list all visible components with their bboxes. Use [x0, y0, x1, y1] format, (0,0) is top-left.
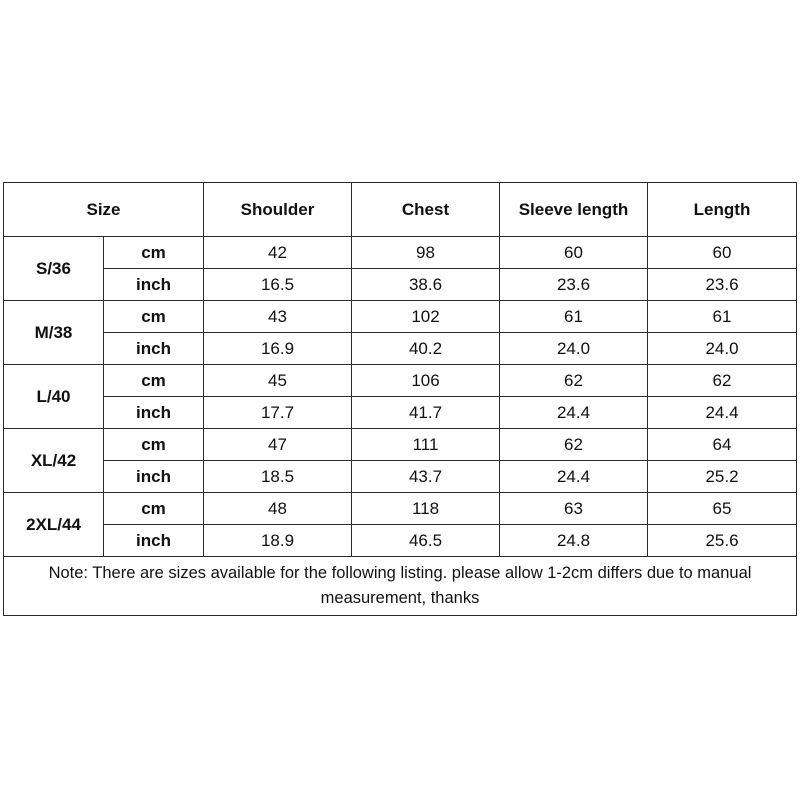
- unit-label: cm: [104, 237, 204, 269]
- chest-value: 106: [352, 365, 500, 397]
- shoulder-value: 17.7: [204, 397, 352, 429]
- table-row: [4, 397, 797, 429]
- size-label: 2XL/44: [4, 493, 104, 557]
- sleeve-value: 63: [500, 493, 648, 525]
- sleeve-value: 24.8: [500, 525, 648, 557]
- sleeve-value: 24.0: [500, 333, 648, 365]
- chest-value: 102: [352, 301, 500, 333]
- table-row: [4, 429, 797, 461]
- length-value: 24.0: [648, 333, 797, 365]
- shoulder-value: 18.9: [204, 525, 352, 557]
- size-label: XL/42: [4, 429, 104, 493]
- table-row: [4, 301, 797, 333]
- size-label: S/36: [4, 237, 104, 301]
- sleeve-value: 61: [500, 301, 648, 333]
- length-value: 61: [648, 301, 797, 333]
- shoulder-value: 42: [204, 237, 352, 269]
- chest-value: 98: [352, 237, 500, 269]
- length-value: 64: [648, 429, 797, 461]
- chest-value: 118: [352, 493, 500, 525]
- size-label: L/40: [4, 365, 104, 429]
- unit-label: inch: [104, 461, 204, 493]
- sleeve-value: 24.4: [500, 461, 648, 493]
- chest-value: 40.2: [352, 333, 500, 365]
- table-row: [4, 525, 797, 557]
- unit-label: cm: [104, 493, 204, 525]
- length-value: 25.2: [648, 461, 797, 493]
- size-label: M/38: [4, 301, 104, 365]
- sleeve-value: 60: [500, 237, 648, 269]
- unit-label: inch: [104, 525, 204, 557]
- unit-label: inch: [104, 333, 204, 365]
- shoulder-value: 18.5: [204, 461, 352, 493]
- length-value: 25.6: [648, 525, 797, 557]
- table-row: [4, 365, 797, 397]
- sleeve-value: 62: [500, 429, 648, 461]
- chest-value: 38.6: [352, 269, 500, 301]
- shoulder-value: 16.5: [204, 269, 352, 301]
- shoulder-value: 48: [204, 493, 352, 525]
- chest-value: 46.5: [352, 525, 500, 557]
- table-row: [4, 493, 797, 525]
- length-value: 23.6: [648, 269, 797, 301]
- header-chest: Chest: [352, 183, 500, 237]
- note-row: [4, 557, 797, 616]
- header-sleeve-length: Sleeve length: [500, 183, 648, 237]
- table-row: [4, 461, 797, 493]
- sleeve-value: 23.6: [500, 269, 648, 301]
- sleeve-value: 24.4: [500, 397, 648, 429]
- table-row: [4, 333, 797, 365]
- shoulder-value: 47: [204, 429, 352, 461]
- length-value: 24.4: [648, 397, 797, 429]
- chest-value: 41.7: [352, 397, 500, 429]
- chest-value: 43.7: [352, 461, 500, 493]
- sleeve-value: 62: [500, 365, 648, 397]
- length-value: 65: [648, 493, 797, 525]
- unit-label: cm: [104, 301, 204, 333]
- header-size: Size: [4, 183, 204, 237]
- length-value: 62: [648, 365, 797, 397]
- header-length: Length: [648, 183, 797, 237]
- table-row: [4, 269, 797, 301]
- header-row: [4, 183, 797, 237]
- unit-label: inch: [104, 397, 204, 429]
- unit-label: cm: [104, 365, 204, 397]
- size-note: Note: There are sizes available for the following listing. please allow 1-2cm differs due to manual measurement, thanks: [4, 557, 797, 616]
- header-shoulder: Shoulder: [204, 183, 352, 237]
- size-chart-table: [3, 182, 797, 616]
- unit-label: inch: [104, 269, 204, 301]
- table-row: [4, 237, 797, 269]
- shoulder-value: 16.9: [204, 333, 352, 365]
- chest-value: 111: [352, 429, 500, 461]
- shoulder-value: 43: [204, 301, 352, 333]
- shoulder-value: 45: [204, 365, 352, 397]
- unit-label: cm: [104, 429, 204, 461]
- length-value: 60: [648, 237, 797, 269]
